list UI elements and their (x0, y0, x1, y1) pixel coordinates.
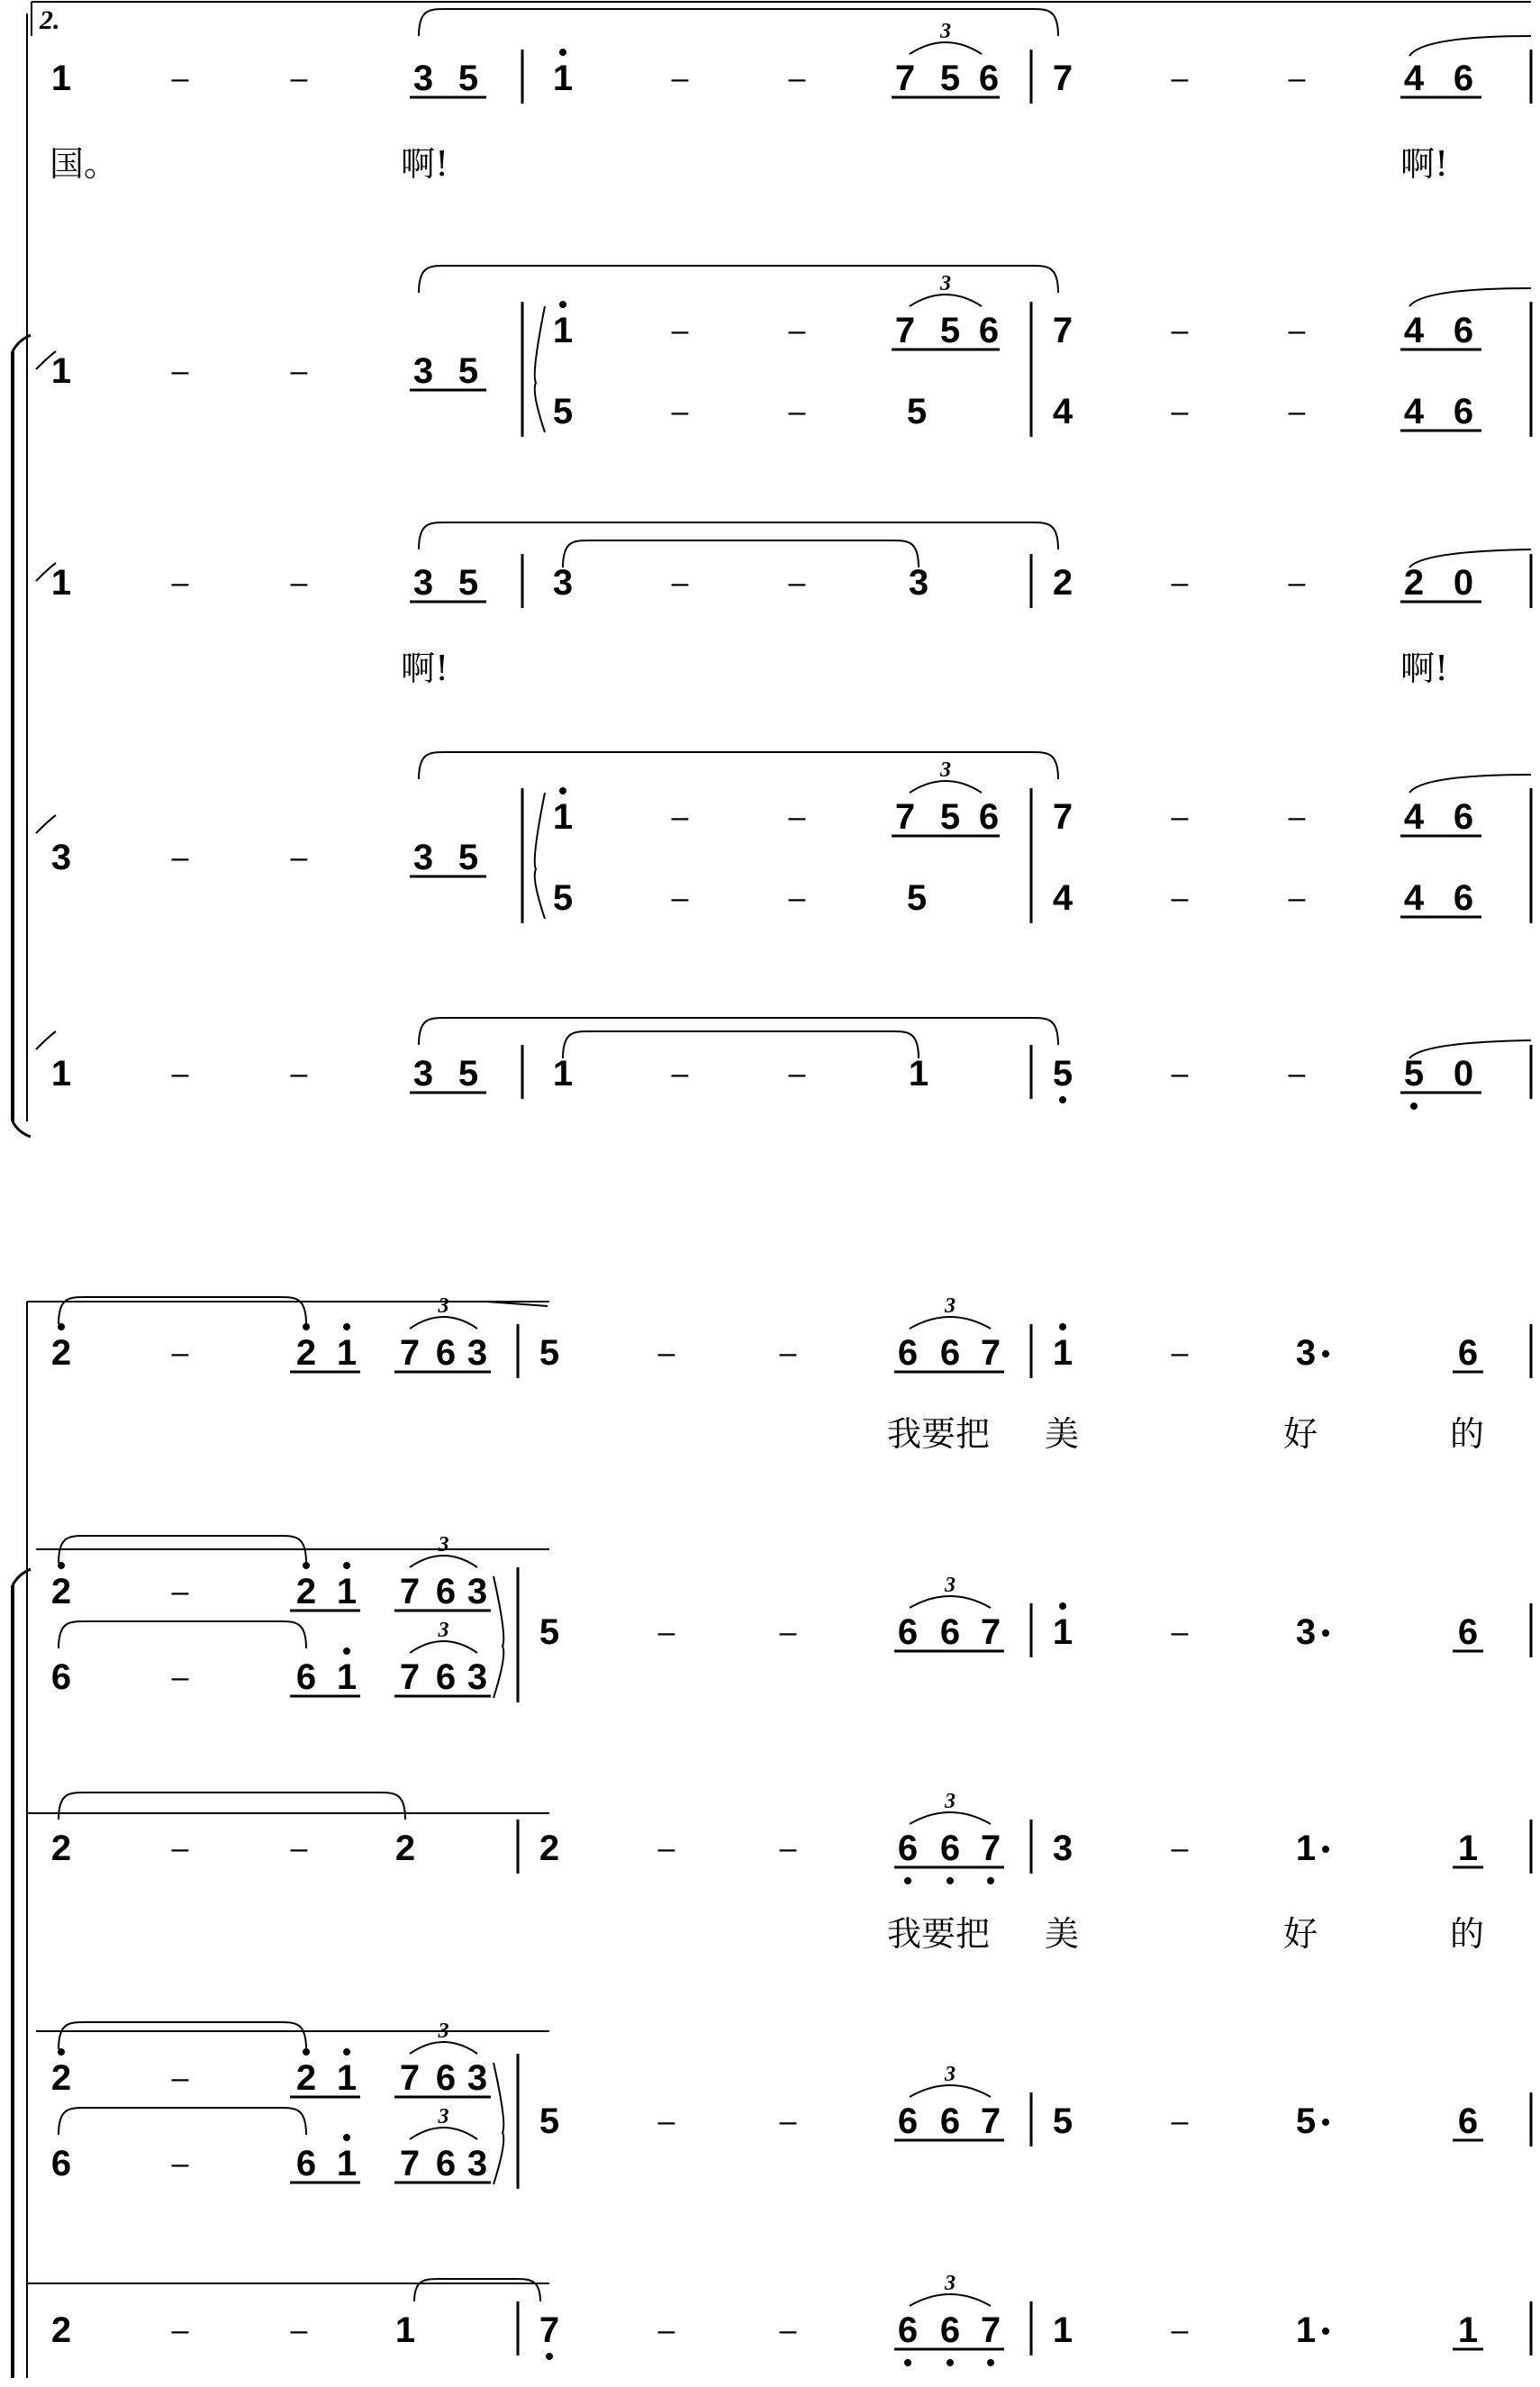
lyric-text: 我要把 (887, 1914, 991, 1954)
note-numeral: 7 (980, 1333, 1001, 1373)
triplet-bracket (410, 1556, 477, 1567)
note-numeral: 6 (1453, 878, 1474, 918)
note-numeral: 3 (467, 1657, 488, 1697)
slur (419, 522, 1058, 549)
dash-symbol: – (657, 1615, 675, 1649)
note-numeral: 3 (412, 563, 434, 603)
note-numeral: 1 (552, 1054, 574, 1094)
dash-symbol: – (671, 566, 689, 600)
dash-symbol: – (1171, 1336, 1189, 1370)
note-numeral: 1 (336, 2058, 358, 2098)
dash-symbol: – (171, 61, 189, 95)
slur (59, 1621, 306, 1648)
note-numeral: 1 (1295, 2310, 1317, 2350)
augmentation-dot (1322, 1629, 1329, 1637)
note-numeral: 1 (50, 59, 72, 98)
high-octave-dot (303, 1562, 310, 1569)
triplet-number: 3 (940, 758, 951, 782)
dash-symbol: – (1171, 2313, 1189, 2347)
triplet-number: 3 (940, 272, 951, 295)
triplet-number: 3 (438, 1533, 449, 1557)
triplet-bracket (410, 2128, 477, 2139)
slur (419, 9, 1058, 36)
lyric-text: 我要把 (887, 1414, 991, 1454)
high-octave-dot (1059, 1602, 1066, 1610)
triplet-number: 3 (438, 1294, 449, 1318)
dash-symbol: – (788, 395, 806, 429)
volta-label: 2. (40, 5, 60, 35)
dash-symbol: – (657, 2313, 675, 2347)
dash-symbol: – (779, 1615, 797, 1649)
note-numeral: 5 (457, 838, 479, 877)
lyric-text: 啊! (401, 649, 449, 688)
low-octave-dot (546, 2353, 553, 2360)
dash-symbol: – (671, 61, 689, 95)
dash-symbol: – (779, 1831, 797, 1865)
high-octave-dot (343, 2048, 350, 2056)
tie-in (36, 1031, 56, 1049)
note-numeral: 6 (435, 2058, 457, 2098)
dash-symbol: – (788, 1057, 806, 1091)
dash-symbol: – (1171, 1057, 1189, 1091)
note-numeral: 1 (1052, 2310, 1073, 2350)
dash-symbol: – (671, 395, 689, 429)
high-octave-dot (58, 1323, 65, 1330)
triplet-number: 3 (945, 1294, 956, 1318)
note-numeral: 6 (435, 1657, 457, 1697)
note-numeral: 6 (939, 1333, 961, 1373)
low-octave-dot (904, 1877, 911, 1884)
note-numeral: 6 (978, 59, 1000, 98)
note-numeral: 5 (457, 1054, 479, 1094)
lyric-text: 啊! (1400, 649, 1449, 688)
note-numeral: 5 (906, 878, 928, 918)
note-numeral: 2 (295, 1333, 317, 1373)
note-numeral: 1 (336, 1572, 358, 1611)
divisi-brace (535, 306, 545, 432)
dash-symbol: – (788, 566, 806, 600)
note-numeral: 7 (399, 2144, 421, 2183)
note-numeral: 6 (897, 1333, 919, 1373)
note-numeral: 6 (978, 797, 1000, 837)
high-octave-dot (559, 49, 566, 56)
low-octave-dot (987, 1877, 994, 1884)
dash-symbol: – (1288, 881, 1306, 915)
dash-symbol: – (1288, 1057, 1306, 1091)
note-numeral: 5 (1295, 2101, 1317, 2141)
note-numeral: 6 (1457, 1333, 1479, 1373)
slur (59, 1793, 405, 1820)
note-numeral: 7 (399, 2058, 421, 2098)
note-numeral: 5 (552, 392, 574, 431)
dash-symbol: – (1171, 1831, 1189, 1865)
dash-symbol: – (657, 1831, 675, 1865)
note-numeral: 7 (980, 2310, 1001, 2350)
note-numeral: 1 (50, 1054, 72, 1094)
note-numeral: 4 (1403, 797, 1425, 837)
note-numeral: 1 (1052, 1612, 1073, 1652)
note-numeral: 6 (897, 2101, 919, 2141)
note-numeral: 6 (435, 1572, 457, 1611)
dash-symbol: – (779, 1336, 797, 1370)
high-octave-dot (1059, 1323, 1066, 1330)
note-numeral: 6 (295, 2144, 317, 2183)
note-numeral: 5 (939, 311, 961, 350)
note-numeral: 7 (1052, 311, 1073, 350)
dash-symbol: – (171, 1336, 189, 1370)
dash-symbol: – (788, 800, 806, 834)
note-numeral: 7 (399, 1657, 421, 1697)
note-numeral: 3 (412, 1054, 434, 1094)
note-numeral: 3 (908, 563, 929, 603)
note-numeral: 2 (50, 1572, 72, 1611)
dash-symbol: – (1171, 2104, 1189, 2138)
note-numeral: 5 (1052, 1054, 1073, 1094)
dash-symbol: – (171, 2313, 189, 2347)
note-numeral: 7 (539, 2310, 560, 2350)
note-numeral: 1 (336, 1657, 358, 1697)
dash-symbol: – (1288, 313, 1306, 348)
triplet-number: 3 (940, 20, 951, 43)
note-numeral: 4 (1403, 392, 1425, 431)
low-octave-dot (1059, 1096, 1066, 1103)
note-numeral: 2 (295, 2058, 317, 2098)
lyric-text: 好 (1283, 1914, 1318, 1954)
dash-symbol: – (1171, 1615, 1189, 1649)
note-numeral: 5 (539, 1333, 560, 1373)
note-numeral: 5 (1052, 2101, 1073, 2141)
dash-symbol: – (1288, 566, 1306, 600)
note-numeral: 6 (978, 311, 1000, 350)
note-numeral: 1 (908, 1054, 929, 1094)
divisi-brace (494, 1576, 503, 1698)
dash-symbol: – (779, 2313, 797, 2347)
triplet-number: 3 (945, 2272, 956, 2295)
note-numeral: 7 (1052, 797, 1073, 837)
dash-symbol: – (171, 1831, 189, 1865)
note-numeral: 2 (50, 1829, 72, 1868)
dash-symbol: – (671, 881, 689, 915)
note-numeral: 3 (1052, 1829, 1073, 1868)
note-numeral: 5 (457, 351, 479, 391)
note-numeral: 6 (897, 1612, 919, 1652)
triplet-number: 3 (438, 2105, 449, 2128)
note-numeral: 7 (399, 1333, 421, 1373)
note-numeral: 5 (457, 59, 479, 98)
dash-symbol: – (1171, 395, 1189, 429)
note-numeral: 2 (1052, 563, 1073, 603)
high-octave-dot (343, 1562, 350, 1569)
note-numeral: 7 (894, 59, 916, 98)
slur (59, 2022, 306, 2049)
note-numeral: 4 (1052, 392, 1073, 431)
note-numeral: 5 (939, 797, 961, 837)
note-numeral: 3 (467, 2144, 488, 2183)
dash-symbol: – (171, 1575, 189, 1609)
note-numeral: 3 (467, 2058, 488, 2098)
dash-symbol: – (788, 313, 806, 348)
triplet-number: 3 (438, 1619, 449, 1642)
note-numeral: 4 (1052, 878, 1073, 918)
triplet-number: 3 (945, 1790, 956, 1813)
note-numeral: 6 (435, 2144, 457, 2183)
slur (1409, 775, 1531, 793)
note-numeral: 7 (894, 797, 916, 837)
note-numeral: 6 (435, 1333, 457, 1373)
note-numeral: 7 (399, 1572, 421, 1611)
note-numeral: 7 (980, 1829, 1001, 1868)
slur (419, 266, 1058, 293)
dash-symbol: – (1171, 61, 1189, 95)
note-numeral: 1 (552, 59, 574, 98)
triplet-bracket (410, 1317, 477, 1329)
dash-symbol: – (671, 1057, 689, 1091)
dash-symbol: – (1171, 313, 1189, 348)
dash-symbol: – (171, 1660, 189, 1694)
note-numeral: 6 (897, 1829, 919, 1868)
triplet-bracket (410, 1641, 477, 1653)
lyric-text: 的 (1450, 1914, 1485, 1954)
dash-symbol: – (290, 566, 308, 600)
triplet-number: 3 (438, 2019, 449, 2043)
note-numeral: 5 (906, 392, 928, 431)
note-numeral: 1 (50, 351, 72, 391)
dash-symbol: – (171, 354, 189, 388)
lyric-text: 啊! (1400, 144, 1449, 184)
triplet-number: 3 (945, 1574, 956, 1597)
note-numeral: 6 (1453, 59, 1474, 98)
tie-in (36, 815, 56, 833)
note-numeral: 3 (412, 59, 434, 98)
dash-symbol: – (1288, 800, 1306, 834)
note-numeral: 7 (894, 311, 916, 350)
low-octave-dot (987, 2359, 994, 2366)
note-numeral: 0 (1453, 1054, 1474, 1094)
note-numeral: 1 (1052, 1333, 1073, 1373)
note-numeral: 1 (394, 2310, 416, 2350)
note-numeral: 6 (939, 2310, 961, 2350)
note-numeral: 2 (539, 1829, 560, 1868)
lyric-text: 的 (1450, 1414, 1485, 1454)
dash-symbol: – (171, 566, 189, 600)
high-octave-dot (343, 1323, 350, 1330)
triplet-bracket (910, 781, 982, 793)
bracket-hook (13, 1121, 31, 1137)
dash-symbol: – (788, 61, 806, 95)
note-numeral: 1 (50, 563, 72, 603)
dash-symbol: – (171, 2061, 189, 2095)
augmentation-dot (1322, 2119, 1329, 2126)
note-numeral: 3 (412, 838, 434, 877)
note-numeral: 6 (1453, 797, 1474, 837)
note-numeral: 3 (50, 838, 72, 877)
slur (414, 2279, 540, 2301)
triplet-bracket (910, 295, 982, 306)
dash-symbol: – (671, 313, 689, 348)
note-numeral: 6 (939, 1612, 961, 1652)
note-numeral: 1 (336, 2144, 358, 2183)
dash-symbol: – (171, 840, 189, 875)
note-numeral: 7 (980, 2101, 1001, 2141)
high-octave-dot (58, 1562, 65, 1569)
dash-symbol: – (290, 1057, 308, 1091)
note-numeral: 5 (552, 878, 574, 918)
note-numeral: 7 (1052, 59, 1073, 98)
note-numeral: 3 (1295, 1612, 1317, 1652)
augmentation-dot (1322, 2328, 1329, 2335)
note-numeral: 4 (1403, 878, 1425, 918)
lyric-text: 美 (1045, 1414, 1080, 1454)
augmentation-dot (1322, 1350, 1329, 1357)
high-octave-dot (343, 1647, 350, 1655)
note-numeral: 4 (1403, 311, 1425, 350)
note-numeral: 2 (50, 2310, 72, 2350)
note-numeral: 4 (1403, 59, 1425, 98)
note-numeral: 1 (552, 797, 574, 837)
triplet-bracket (910, 2085, 991, 2097)
triplet-bracket (410, 2042, 477, 2054)
note-numeral: 3 (1295, 1333, 1317, 1373)
note-numeral: 3 (552, 563, 574, 603)
slur (1409, 36, 1531, 56)
slur (1409, 288, 1531, 306)
note-numeral: 6 (939, 2101, 961, 2141)
divisi-brace (535, 793, 545, 919)
dash-symbol: – (779, 2104, 797, 2138)
dash-symbol: – (171, 2146, 189, 2181)
low-octave-dot (947, 2359, 954, 2366)
high-octave-dot (303, 1323, 310, 1330)
note-numeral: 3 (467, 1333, 488, 1373)
dash-symbol: – (290, 1831, 308, 1865)
note-numeral: 6 (1453, 392, 1474, 431)
dash-symbol: – (657, 2104, 675, 2138)
lyric-text: 国。 (50, 144, 119, 184)
note-numeral: 6 (50, 2144, 72, 2183)
triplet-bracket (910, 2294, 991, 2306)
triplet-number: 3 (945, 2063, 956, 2086)
dash-symbol: – (290, 840, 308, 875)
note-numeral: 2 (394, 1829, 416, 1868)
note-numeral: 6 (897, 2310, 919, 2350)
low-octave-dot (1410, 1103, 1418, 1110)
lyric-text: 美 (1045, 1914, 1080, 1954)
dash-symbol: – (290, 2313, 308, 2347)
note-numeral: 5 (539, 2101, 560, 2141)
note-numeral: 5 (939, 59, 961, 98)
note-numeral: 6 (50, 1657, 72, 1697)
note-numeral: 2 (50, 2058, 72, 2098)
note-numeral: 1 (1457, 1829, 1479, 1868)
high-octave-dot (343, 2134, 350, 2141)
note-numeral: 2 (50, 1333, 72, 1373)
note-numeral: 6 (1457, 1612, 1479, 1652)
note-numeral: 3 (412, 351, 434, 391)
note-numeral: 2 (295, 1572, 317, 1611)
triplet-bracket (910, 42, 982, 54)
lyric-text: 好 (1283, 1414, 1318, 1454)
dash-symbol: – (290, 61, 308, 95)
high-octave-dot (559, 301, 566, 308)
divisi-brace (494, 2063, 503, 2184)
dash-symbol: – (1171, 566, 1189, 600)
note-numeral: 5 (1403, 1054, 1425, 1094)
slur (59, 2108, 306, 2135)
dash-symbol: – (657, 1336, 675, 1370)
note-numeral: 1 (1457, 2310, 1479, 2350)
note-numeral: 6 (1457, 2101, 1479, 2141)
note-numeral: 5 (539, 1612, 560, 1652)
note-numeral: 2 (1403, 563, 1425, 603)
slur (563, 1031, 919, 1058)
note-numeral: 6 (1453, 311, 1474, 350)
augmentation-dot (1322, 1846, 1329, 1853)
dash-symbol: – (1171, 800, 1189, 834)
slur (419, 752, 1058, 779)
note-numeral: 5 (457, 563, 479, 603)
dash-symbol: – (671, 800, 689, 834)
triplet-bracket (910, 1317, 991, 1329)
note-numeral: 1 (552, 311, 574, 350)
low-octave-dot (904, 2359, 911, 2366)
high-octave-dot (559, 787, 566, 794)
note-numeral: 0 (1453, 563, 1474, 603)
dash-symbol: – (290, 354, 308, 388)
high-octave-dot (58, 2048, 65, 2056)
dash-symbol: – (788, 881, 806, 915)
note-numeral: 1 (1295, 1829, 1317, 1868)
lyric-text: 啊! (401, 144, 449, 184)
dash-symbol: – (1288, 61, 1306, 95)
triplet-bracket (910, 1812, 991, 1824)
dash-symbol: – (1171, 881, 1189, 915)
low-octave-dot (947, 1877, 954, 1884)
high-octave-dot (303, 2048, 310, 2056)
dash-symbol: – (171, 1057, 189, 1091)
note-numeral: 6 (295, 1657, 317, 1697)
slur (563, 540, 919, 567)
note-numeral: 1 (336, 1333, 358, 1373)
triplet-bracket (910, 1596, 991, 1608)
note-numeral: 7 (980, 1612, 1001, 1652)
note-numeral: 6 (939, 1829, 961, 1868)
note-numeral: 3 (467, 1572, 488, 1611)
dash-symbol: – (1288, 395, 1306, 429)
